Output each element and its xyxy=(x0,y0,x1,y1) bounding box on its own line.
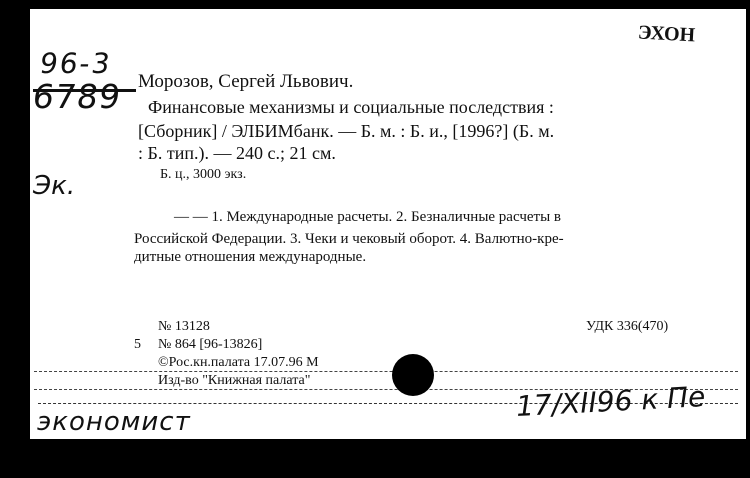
subjects-line-1: — — 1. Международные расчеты. 2. Безналичные расчеты в xyxy=(174,209,561,225)
margin-scribble: Эк. xyxy=(33,171,76,201)
subjects-line-3: дитные отношения международные. xyxy=(134,249,367,265)
title-line-3: : Б. тип.). — 240 с.; 21 см. xyxy=(138,143,336,163)
ink-hole-mark xyxy=(392,354,434,396)
price-info: Б. ц., 3000 экз. xyxy=(160,167,247,182)
shelf-mark-bottom: 6789 xyxy=(30,77,124,116)
title-line-1: Финансовые механизмы и социальные последствия : xyxy=(148,97,554,117)
catalog-card xyxy=(30,9,746,439)
copies-five: 5 xyxy=(134,337,141,352)
handwritten-date-note: 17/XII96 к Пе xyxy=(515,380,707,423)
subjects-line-2: Российской Федерации. 3. Чеки и чековый оборот. 4. Валютно-кре- xyxy=(134,231,564,247)
udc-code: УДК 336(470) xyxy=(586,319,669,334)
dashed-separator-1 xyxy=(34,371,738,372)
title-line-2: [Сборник] / ЭЛБИМбанк. — Б. м. : Б. и., [1996?] (Б. м. xyxy=(138,121,555,141)
registration-number: № 864 [96-13826] xyxy=(158,337,263,352)
handwritten-economist: экономист xyxy=(37,407,191,437)
author-heading: Морозов, Сергей Львович. xyxy=(138,71,354,92)
publisher-line: Изд-во "Книжная палата" xyxy=(158,373,311,388)
corner-stamp: ЭХОН xyxy=(637,21,696,47)
shelf-mark-top: 96-3 xyxy=(37,47,114,80)
book-chamber-stamp: ©Рос.кн.палата 17.07.96 М xyxy=(158,355,319,370)
record-number: № 13128 xyxy=(158,319,210,334)
